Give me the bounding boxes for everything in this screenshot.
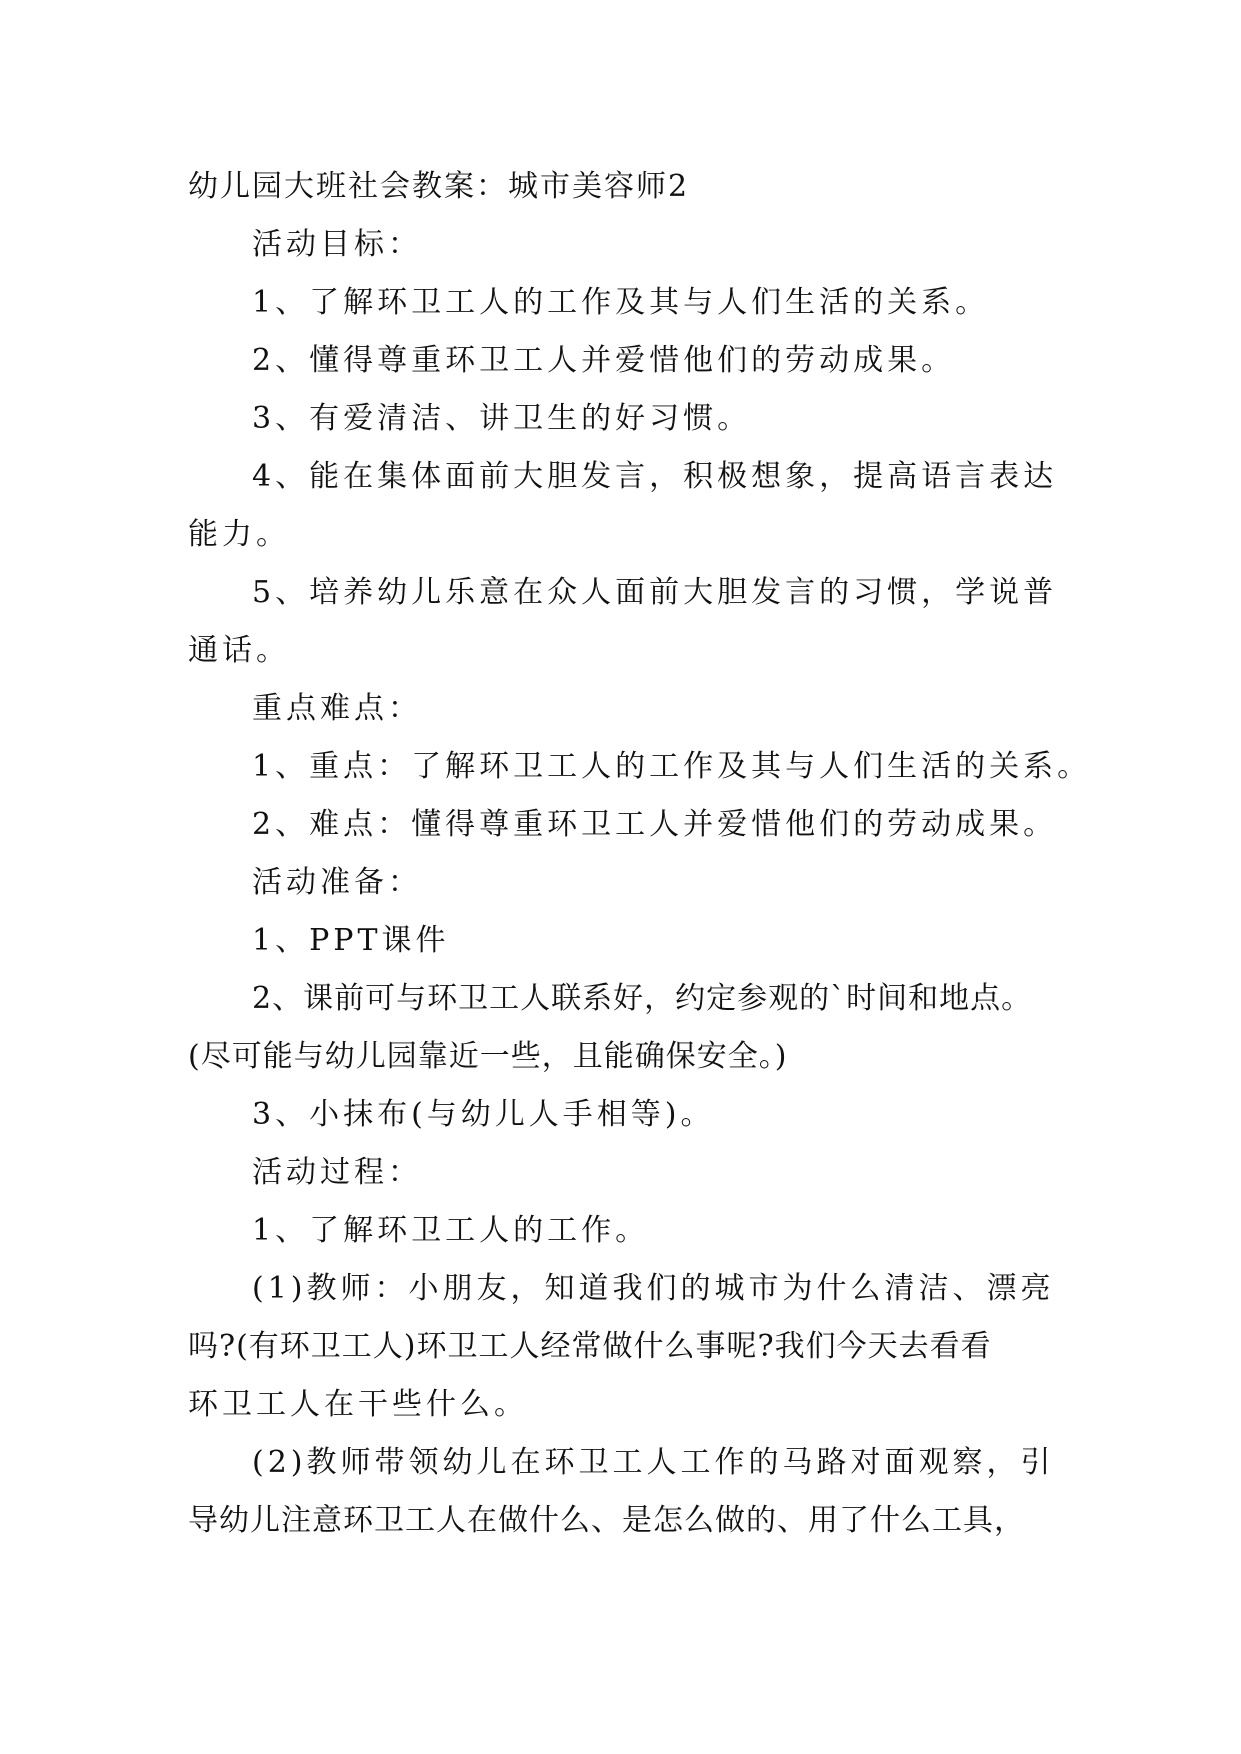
goal-item-4: 4、能在集体面前大胆发言，积极想象，提高语言表达 bbox=[252, 459, 1058, 494]
document-body bbox=[188, 158, 1092, 1550]
section-heading-preparation: 活动准备： bbox=[252, 865, 422, 900]
preparation-item-3: 3、小抹布(与幼儿人手相等)。 bbox=[252, 1097, 715, 1132]
process-step-2: (2)教师带领幼儿在环卫工人工作的马路对面观察，引 bbox=[252, 1445, 1055, 1480]
goal-item-1: 1、了解环卫工人的工作及其与人们生活的关系。 bbox=[252, 285, 990, 320]
preparation-item-2-continued: (尽可能与幼儿园靠近一些，且能确保安全。) bbox=[188, 1039, 788, 1074]
process-step-1: (1)教师：小朋友，知道我们的城市为什么清洁、漂亮 bbox=[252, 1271, 1055, 1306]
process-step-2-continued: 导幼儿注意环卫工人在做什么、是怎么做的、用了什么工具， bbox=[188, 1503, 1025, 1538]
goal-item-5-continued: 通话。 bbox=[188, 633, 290, 668]
process-step-1-continued-2: 环卫工人在干些什么。 bbox=[188, 1387, 528, 1422]
section-heading-process: 活动过程： bbox=[252, 1155, 422, 1190]
section-heading-key-points: 重点难点： bbox=[252, 691, 422, 726]
section-heading-goals: 活动目标： bbox=[252, 227, 422, 262]
preparation-item-1: 1、PPT课件 bbox=[252, 923, 450, 958]
key-point-item-1: 1、重点：了解环卫工人的工作及其与人们生活的关系。 bbox=[252, 749, 1092, 784]
process-step-1-continued-1: 吗?(有环卫工人)环卫工人经常做什么事呢?我们今天去看看 bbox=[188, 1329, 992, 1364]
key-point-item-2: 2、难点：懂得尊重环卫工人并爱惜他们的劳动成果。 bbox=[252, 807, 1058, 842]
document-title: 幼儿园大班社会教案：城市美容师2 bbox=[188, 169, 690, 204]
goal-item-5: 5、培养幼儿乐意在众人面前大胆发言的习惯，学说普 bbox=[252, 575, 1058, 610]
goal-item-4-continued: 能力。 bbox=[188, 517, 290, 552]
goal-item-3: 3、有爱清洁、讲卫生的好习惯。 bbox=[252, 401, 752, 436]
process-item-1: 1、了解环卫工人的工作。 bbox=[252, 1213, 650, 1248]
goal-item-2: 2、懂得尊重环卫工人并爱惜他们的劳动成果。 bbox=[252, 343, 956, 378]
preparation-item-2: 2、课前可与环卫工人联系好，约定参观的`时间和地点。 bbox=[252, 981, 1033, 1016]
